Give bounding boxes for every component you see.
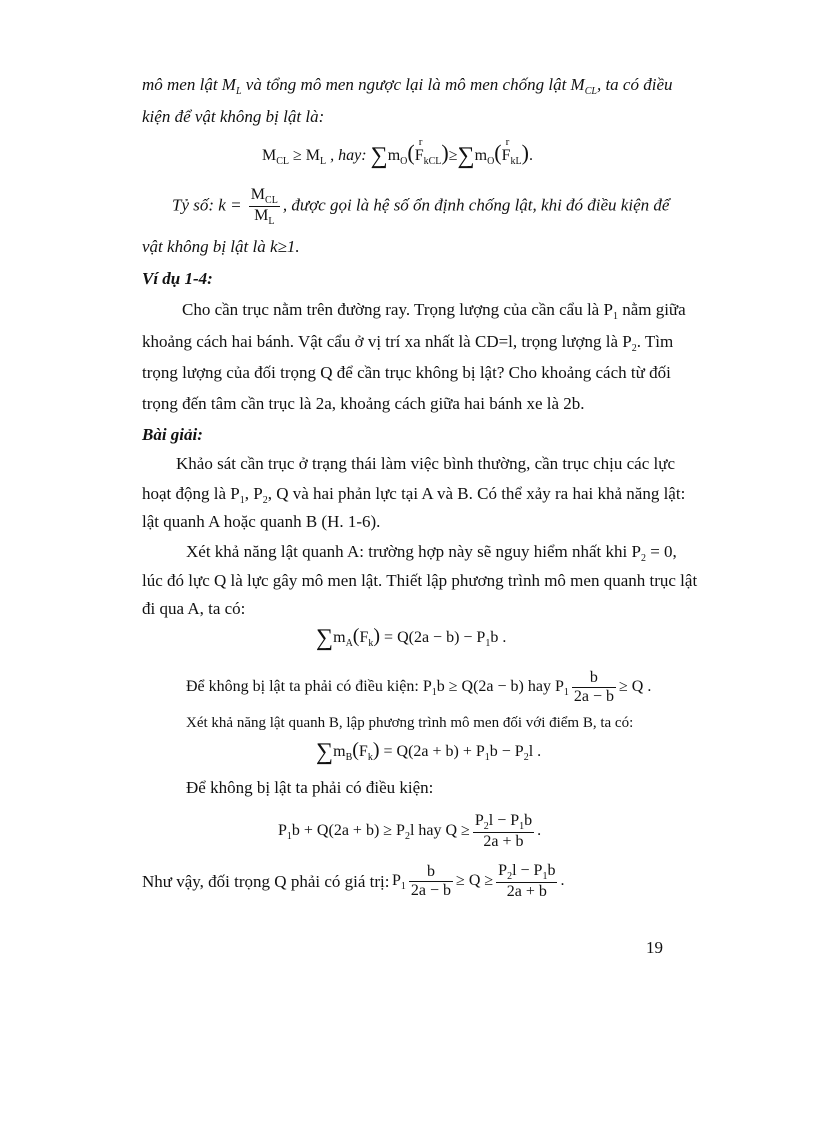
condition-a: Để không bị lật ta phải có điều kiện: $P_1b \ge Q(2a - b)$ hay $P_1$ $\frac{b}{2a - b}$ ≥ Q . (186, 669, 652, 705)
intro-line-2: kiện để vật không bị lật là: (142, 107, 325, 126)
intro-line-1: mô men lật $M_L$ và tổng mô men ngược lại là mô men chống lật $M_{CL}$, ta có điều (142, 75, 673, 97)
solution-line-6: đi qua A, ta có: (142, 599, 246, 618)
ratio-definition: Tỷ số: k = $\frac{M_{CL}}{M_L}$ , được gọi là hệ số ổn định chống lật, khi đó điều kiện để (172, 186, 670, 227)
example-line-4: trọng đến tâm cần trục là 2a, khoảng cách giữa hai bánh xe là 2b. (142, 394, 585, 413)
condition-b: $P_1b + Q(2a + b) \ge P_2l$ hay Q ≥ $\frac{P_2l - P_1b}{2a + b}$ . (278, 812, 542, 850)
example-title: Ví dụ 1-4: (142, 269, 213, 288)
page-number: 19 (646, 938, 663, 957)
equation-overturn-condition: $M_{CL} \ge M_L$ , hay: $\sum m_O$( r $F_{kCL})\ge\sum m_O$( r $F_{kL}$). (262, 136, 533, 169)
solution-line-3: lật quanh A hoặc quanh B (H. 1-6). (142, 512, 381, 531)
solution-line-8: Để không bị lật ta phải có điều kiện: (186, 778, 434, 797)
ratio-line-2: vật không bị lật là k≥1. (142, 237, 300, 256)
solution-line-4: Xét khả năng lật quanh A: trường hợp này sẽ nguy hiểm nhất khi $P_2 = 0$, (186, 542, 677, 564)
example-line-1: Cho cần trục nằm trên đường ray. Trọng lượng của cần cẩu là $P_1$ nằm giữa (182, 300, 686, 322)
solution-title: Bài giải: (142, 425, 203, 444)
solution-line-7: Xét khả năng lật quanh B, lập phương trình mô men đối với điểm B, ta có: (186, 715, 634, 731)
equation-moment-a: $\sum m_A(F_k) = Q(2a - b) - P_1b$ . (316, 625, 507, 651)
solution-line-2: hoạt động là $P_1$, $P_2$, Q và hai phản lực tại A và B. Có thể xảy ra hai khả năng lật: (142, 484, 686, 506)
final-result: Như vậy, đối trọng Q phải có giá trị: (142, 872, 390, 891)
equation-moment-b: $\sum m_B(F_k) = Q(2a + b) + P_1b - P_2l$ . (316, 739, 542, 765)
solution-line-1: Khảo sát cần trục ở trạng thái làm việc bình thường, cần trục chịu các lực (176, 454, 676, 473)
example-line-2: khoảng cách hai bánh. Vật cẩu ở vị trí xa nhất là CD=l, trọng lượng là $P_2$. Tìm (142, 332, 674, 354)
example-line-3: trọng lượng của đối trọng Q để cần trục không bị lật? Cho khoảng cách từ đối (142, 363, 671, 382)
final-inequality: $P_1$ $\frac{b}{2a - b}$ ≥ Q ≥ $\frac{P_2l - P_1b}{2a + b}$ . (392, 862, 565, 900)
solution-line-5: lúc đó lực Q là lực gây mô men lật. Thiết lập phương trình mô men quanh trục lật (142, 571, 698, 590)
